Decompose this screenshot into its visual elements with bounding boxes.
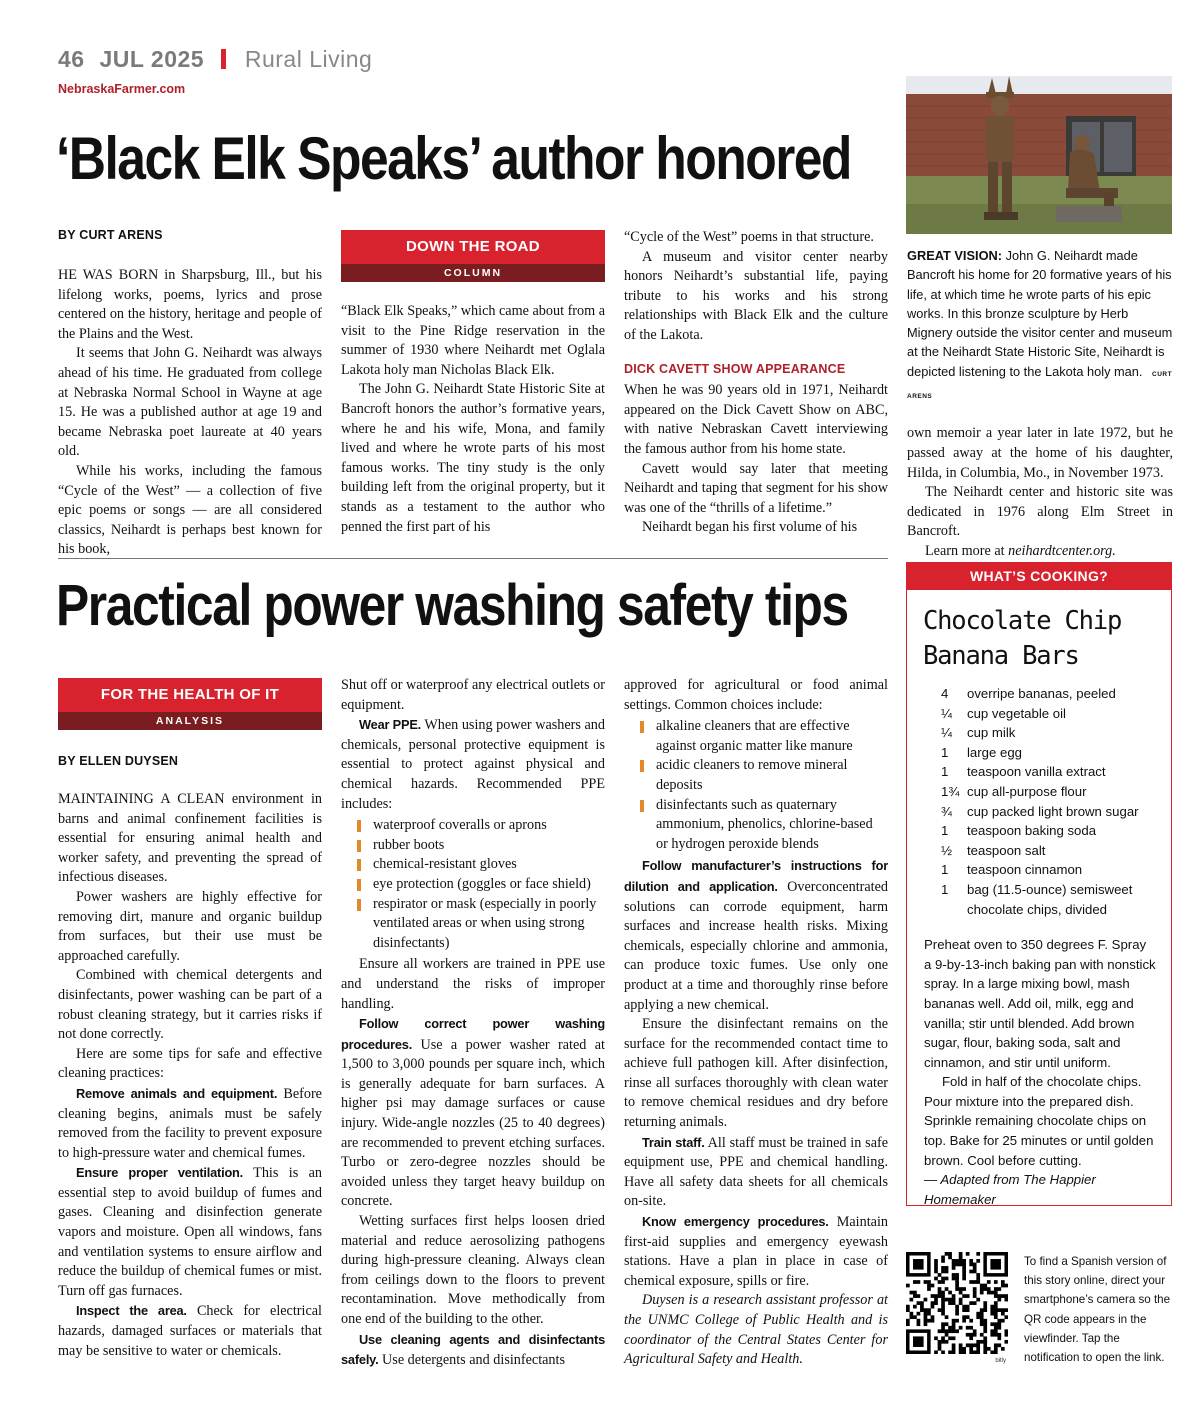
author-bio: Duysen is a research assistant professor at the UNMC College of Public Health and is coordinator of the Central States Center for Agricultural Safety and Health.	[624, 1292, 888, 1368]
ingredient-text: cup all-purpose flour	[967, 783, 1087, 799]
ingredient-quantity: 1	[941, 881, 949, 897]
article1-para: The John G. Neihardt State Historic Site at Bancroft honors the author’s formative years, where he and his wife, Mona, and family lived and where he wrote parts of his most famous works. The tiny study is the only building left from the original property, but it stands as a testament to the author who penned the first part of his	[341, 381, 605, 535]
para-text: Before cleaning begins, animals must be safely removed from the facility to prevent exposure to high-pressure water and chemical fumes.	[58, 1085, 322, 1161]
page-header	[58, 46, 372, 73]
list-item: chemical-resistant gloves	[355, 855, 605, 875]
ppe-list	[355, 816, 605, 953]
para-text: Maintain first-aid supplies and emergency eyewash stations. Have a plan in place in case of chemical exposure, spills or fire.	[624, 1214, 888, 1289]
recipe-source: — Adapted from The Happier Homemaker	[924, 1172, 1096, 1207]
article2-para	[624, 856, 888, 1015]
ingredient-text: cup vegetable oil	[967, 705, 1066, 721]
article1-para: Neihardt began his first volume of his	[642, 519, 858, 536]
article2-para: Power washers are highly effective for removing dirt, manure and organic buildup from surfaces, but their use must be approached carefully.	[58, 888, 322, 964]
article2-para: Ensure the disinfectant remains on the surface for the recommended contact time to achieve full pathogen kill. After disinfection, rinse all surfaces thoroughly with clean water to remove chemical residues and dry before returning animals.	[624, 1016, 888, 1131]
para-text: Use a power washer rated at 1,500 to 3,000 pounds per square inch, which is generally adequate for barn surfaces. A higher psi may damage surfaces or cause injury. Wide-angle nozzles (25 to 40 degrees) are recommended to prevent etching surfaces. Turbo or zero-degree nozzles should be avoided unless they target heavy buildup on concrete.	[341, 1036, 605, 1210]
lead-in: MAINTAINING A CLEAN	[58, 791, 225, 807]
ingredient-row	[937, 743, 1163, 763]
article-divider	[58, 558, 888, 559]
recipe-directions	[907, 919, 1171, 1209]
column-label-title: FOR THE HEALTH OF IT	[58, 678, 322, 712]
ingredient-quantity: 1	[941, 764, 949, 780]
ingredient-quantity: ¼	[941, 705, 952, 721]
article1-para: While his works, including the famous “Cycle of the West” — a collection of five epic poems or songs — are all considered classics, Neihardt is perhaps best known for his book,	[58, 462, 322, 558]
ingredient-row	[937, 684, 1163, 704]
article1-col2	[341, 230, 605, 537]
recipe-label: WHAT’S COOKING?	[907, 563, 1171, 590]
article1-col4	[907, 246, 1173, 562]
lead-in: HE WAS BORN	[58, 267, 159, 283]
tip-heading: Wear PPE.	[359, 717, 422, 733]
caption-text: John G. Neihardt made Bancroft his home for 20 formative years of his life, at which time he wrote parts of his epic works. In this bronze sculpture by Herb Mignery outside the visitor center and museum at the Neihardt State Historic Site, Neihardt is depicted listening to the Lakota holy man.	[907, 248, 1173, 379]
header-divider	[221, 49, 226, 69]
ingredient-text: cup packed light brown sugar	[967, 803, 1139, 819]
article2-para: Ensure all workers are trained in PPE use and understand the risks of improper handling.	[341, 956, 605, 1012]
qr-tag: bitly	[995, 1358, 1006, 1364]
para-text: environment in barns and animal confinement facilities is essential for ensuring animal health and worker safety, and preventing the spread of infectious diseases.	[58, 791, 322, 886]
article2-col2	[341, 676, 605, 1371]
article1-para: It seems that John G. Neihardt was always ahead of his time. He graduated from college at Nebraska Normal School in Wayne at age 15. He was a published author at age 19 and became Nebraska poet laureate at 40 years old.	[58, 345, 322, 460]
article2-para	[58, 790, 322, 888]
article1-para: “Black Elk Speaks,” which came about from a visit to the Pine Ridge reservation in the summer of 1930 where Neihardt met Oglala Lakota holy man Nicholas Black Elk.	[341, 303, 605, 378]
column-label-type: COLUMN	[341, 264, 605, 282]
article1-para: own memoir a year later in late 1972, but he passed away at the home of his daughter, Hilda, in Columbia, Mo., in November 1973.	[907, 425, 1173, 481]
ingredient-quantity: 4	[941, 686, 949, 701]
article2-para	[624, 1133, 888, 1212]
list-item: waterproof coveralls or aprons	[355, 816, 605, 836]
ingredient-row	[937, 762, 1163, 782]
list-item: eye protection (goggles or face shield)	[355, 875, 605, 895]
ingredient-text: bag (11.5-ounce) semisweet chocolate chips, divided	[967, 881, 1133, 917]
ingredient-text: teaspoon baking soda	[967, 823, 1097, 839]
ingredient-row	[937, 802, 1163, 822]
list-item: acidic cleaners to remove mineral deposits	[638, 756, 888, 795]
ingredient-quantity: ½	[941, 842, 952, 858]
para-text: When using power washers and chemicals, personal protective equipment is essential to protect against physical and chemical hazards. Recommended PPE includes:	[341, 717, 605, 812]
ingredient-text: cup milk	[967, 725, 1016, 741]
recipe-title-line: Chocolate Chip	[923, 606, 1122, 636]
ingredient-text: teaspoon cinnamon	[967, 862, 1083, 878]
tip-heading: Remove animals and equipment.	[76, 1085, 278, 1101]
ingredient-text: teaspoon vanilla extract	[967, 764, 1106, 780]
website-link[interactable]: neihardtcenter.org.	[1008, 542, 1116, 559]
article2-para: Here are some tips for safe and effective cleaning practices:	[58, 1045, 322, 1082]
article2-byline: BY ELLEN DUYSEN	[58, 754, 179, 768]
ingredient-text: teaspoon salt	[967, 842, 1046, 858]
article1-para: “Cycle of the West” poems in that structure.	[624, 229, 874, 245]
qr-code-icon	[906, 1252, 1008, 1354]
para-text: Use detergents and disinfectants	[378, 1352, 565, 1369]
list-item: rubber boots	[355, 836, 605, 856]
recipe-step: Fold in half of the chocolate chips. Pour mixture into the prepared dish. Sprinkle remaining chocolate chips on top. Bake for 25 minutes or until golden brown. Cool before cutting.	[924, 1074, 1154, 1168]
article2-para	[341, 715, 605, 814]
ingredient-row	[937, 841, 1163, 861]
list-item: disinfectants such as quaternary ammonium, phenolics, chlorine-based or hydrogen peroxide blends	[638, 796, 888, 855]
tip-heading: Follow correct power washing procedures.	[341, 1016, 605, 1052]
tip-heading: Inspect the area.	[76, 1303, 187, 1319]
article1-para: A museum and visitor center nearby honors Neihardt’s substantial life, paying tribute to his works and his strong relationships with Black Elk and the culture of the Lakota.	[624, 248, 888, 343]
ingredient-quantity: 1	[941, 744, 949, 760]
learn-more-text: Learn more at	[925, 542, 1009, 559]
para-text: This is an essential step to avoid buildup of fumes and gases. Cleaning and disinfection generate vapors and moisture. Open all windows, fans and ventilation systems to ensure airflow and reduce the buildup of chemical fumes or mist. Turn off gas furnaces.	[58, 1165, 322, 1299]
tip-heading: Use cleaning agents and disinfectants safely.	[341, 1331, 605, 1368]
agents-list	[638, 717, 888, 854]
recipe-box	[906, 562, 1172, 1206]
column-label	[341, 230, 605, 282]
ingredient-quantity: 1	[941, 862, 949, 878]
qr-instructions: To find a Spanish version of this story online, direct your smartphone’s camera so the QR code appears in the viewfinder. Tap the notification to open the link.	[1024, 1255, 1171, 1365]
ingredient-row	[937, 704, 1163, 724]
recipe-title-line: Banana Bars	[923, 641, 1079, 671]
article1-col3	[624, 228, 888, 538]
article2-col1	[58, 678, 322, 1361]
article2-para	[58, 1163, 322, 1301]
article1-headline: ‘Black Elk Speaks’ author honored	[56, 125, 851, 192]
ingredient-row	[937, 860, 1163, 880]
ingredient-quantity: ¾	[941, 803, 952, 819]
para-text: All staff must be trained in safe equipment use, PPE and chemical handling. Have all safety data sheets for all chemicals on-site.	[624, 1134, 889, 1210]
page-number: 46	[58, 46, 85, 72]
article2-para	[58, 1301, 322, 1361]
qr-code[interactable]	[906, 1252, 1008, 1364]
tip-heading: Know emergency procedures.	[642, 1214, 829, 1230]
article2-para: Combined with chemical detergents and disinfectants, power washing can be part of a robust cleaning strategy, but it carries risks if not done correctly.	[58, 967, 322, 1043]
ingredient-row	[937, 821, 1163, 841]
section-name: Rural Living	[244, 46, 373, 72]
list-item: respirator or mask (especially in poorly ventilated areas or when using strong disinfectants)	[355, 895, 605, 954]
column-label	[58, 678, 322, 730]
article1-para: When he was 90 years old in 1971, Neihardt appeared on the Dick Cavett Show on ABC, with native Nebraskan Cavett interviewing the famous author from his home state.	[624, 382, 888, 457]
article1-para: Cavett would say later that meeting Neihardt and taping that segment for his show was one of the “thrills of a lifetime.”	[624, 460, 888, 516]
para-text: in Sharpsburg, Ill., but his lifelong works, poems, lyrics and prose centered on the history, heritage and people of the Plains and the West.	[58, 267, 323, 342]
article1-subhead: DICK CAVETT SHOW APPEARANCE	[624, 361, 846, 376]
para-text: Overconcentrated solutions can corrode equipment, harm surfaces and increase health risks. Mixing chemicals, especially chlorine and ammonia, can produce toxic fumes. Use only one product at a time and thoroughly rinse before applying a new chemical.	[624, 878, 888, 1013]
ingredient-quantity: 1	[941, 823, 949, 839]
tip-heading: Ensure proper ventilation.	[76, 1165, 244, 1181]
article2-para	[624, 1212, 888, 1291]
column-label-type: ANALYSIS	[58, 712, 322, 730]
article1-para: The Neihardt center and historic site was dedicated in 1976 along Elm Street in Bancroft.	[907, 484, 1173, 540]
issue-date: JUL 2025	[99, 46, 205, 72]
article1-para	[58, 266, 322, 344]
sculpture-photo	[906, 76, 1172, 234]
article1-para	[907, 542, 1173, 562]
para-text: Check for electrical hazards, damaged surfaces or materials that may be sensitive to water or chemicals.	[58, 1303, 322, 1359]
ingredients-list	[907, 674, 1171, 919]
article2-para	[341, 1330, 605, 1371]
list-item: alkaline cleaners that are effective against organic matter like manure	[638, 717, 888, 756]
caption-lead: GREAT VISION:	[907, 248, 1003, 263]
photo-credit: CURT ARENS	[907, 370, 1173, 401]
ingredient-row	[937, 723, 1163, 743]
article2-para	[341, 1014, 605, 1212]
recipe-title	[907, 590, 1171, 674]
article1-col1	[58, 228, 322, 560]
ingredient-text: overripe bananas, peeled	[967, 686, 1116, 701]
ingredient-quantity: ¼	[941, 725, 952, 741]
ingredient-row	[937, 880, 1163, 919]
article2-para: Wetting surfaces first helps loosen dried material and reduce aerosolizing pathogens during high-pressure cleaning. Always clean from ceilings down to the floors to prevent recontamination. Move methodically from one end of the building to the other.	[341, 1213, 605, 1327]
article2-para	[58, 1084, 322, 1163]
photo-illustration	[906, 76, 1172, 234]
ingredient-text: large egg	[967, 744, 1022, 760]
article2-col3	[624, 676, 888, 1370]
article2-headline: Practical power washing safety tips	[56, 573, 848, 638]
column-label-title: DOWN THE ROAD	[341, 230, 605, 264]
article2-para: Shut off or waterproof any electrical outlets or equipment.	[341, 677, 605, 713]
ingredient-row	[937, 782, 1163, 802]
article1-byline: BY CURT ARENS	[58, 228, 163, 242]
tip-heading: Train staff.	[642, 1134, 705, 1150]
article2-para: approved for agricultural or food animal settings. Common choices include:	[624, 677, 888, 713]
photo-caption	[907, 246, 1173, 406]
tip-heading: Follow manufacturer’s instructions for dilution and application.	[624, 858, 888, 894]
site-link[interactable]: NebraskaFarmer.com	[58, 82, 186, 96]
recipe-step: Preheat oven to 350 degrees F. Spray a 9-by-13-inch baking pan with nonstick spray. In a large mixing bowl, mash bananas well. Add oil, milk, egg and vanilla; stir until blended. Add brown sugar, flour, baking soda, salt and cinnamon, and stir until uniform.	[924, 937, 1156, 1070]
ingredient-quantity: 1¾	[941, 783, 960, 799]
